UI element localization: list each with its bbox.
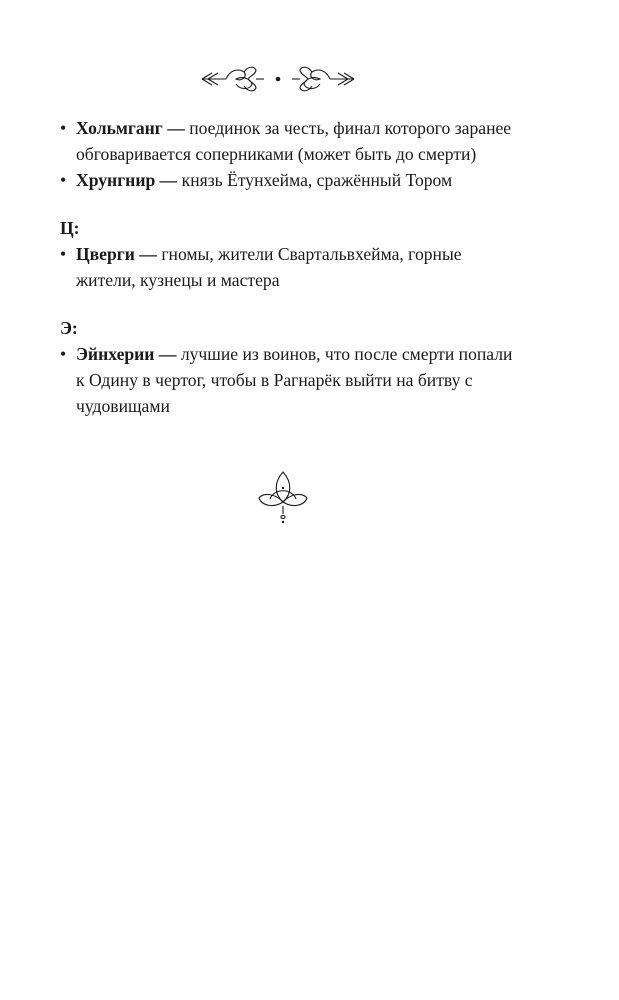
- glossary-content: [60, 115, 520, 419]
- section-letter: Э:: [60, 318, 78, 338]
- glossary-definition: лучшие из воинов, что после смерти попали к Одину в чертог, чтобы в Рагнарёк выйти на битву с чудовищами: [76, 344, 513, 416]
- glossary-term: Хольмганг —: [76, 118, 185, 138]
- glossary-entry: [60, 115, 520, 167]
- glossary-definition: поединок за честь, финал которого заранее обговаривается соперниками (может быть до смерти): [76, 118, 512, 164]
- glossary-entry: [60, 241, 520, 293]
- glossary-entry: [60, 167, 520, 193]
- glossary-term: Цверги —: [76, 244, 157, 264]
- glossary-term: Эйнхерии —: [76, 344, 177, 364]
- section-letter: Ц:: [60, 218, 80, 238]
- triquetra-icon: [256, 468, 310, 526]
- glossary-definition: гномы, жители Свартальвхейма, горные жители, кузнецы и мастера: [76, 244, 462, 290]
- glossary-term: Хрунгнир —: [76, 170, 178, 190]
- knotwork-divider-icon: [198, 62, 358, 96]
- glossary-entry: [60, 341, 520, 419]
- glossary-definition: князь Ётунхейма, сражённый Тором: [181, 170, 453, 190]
